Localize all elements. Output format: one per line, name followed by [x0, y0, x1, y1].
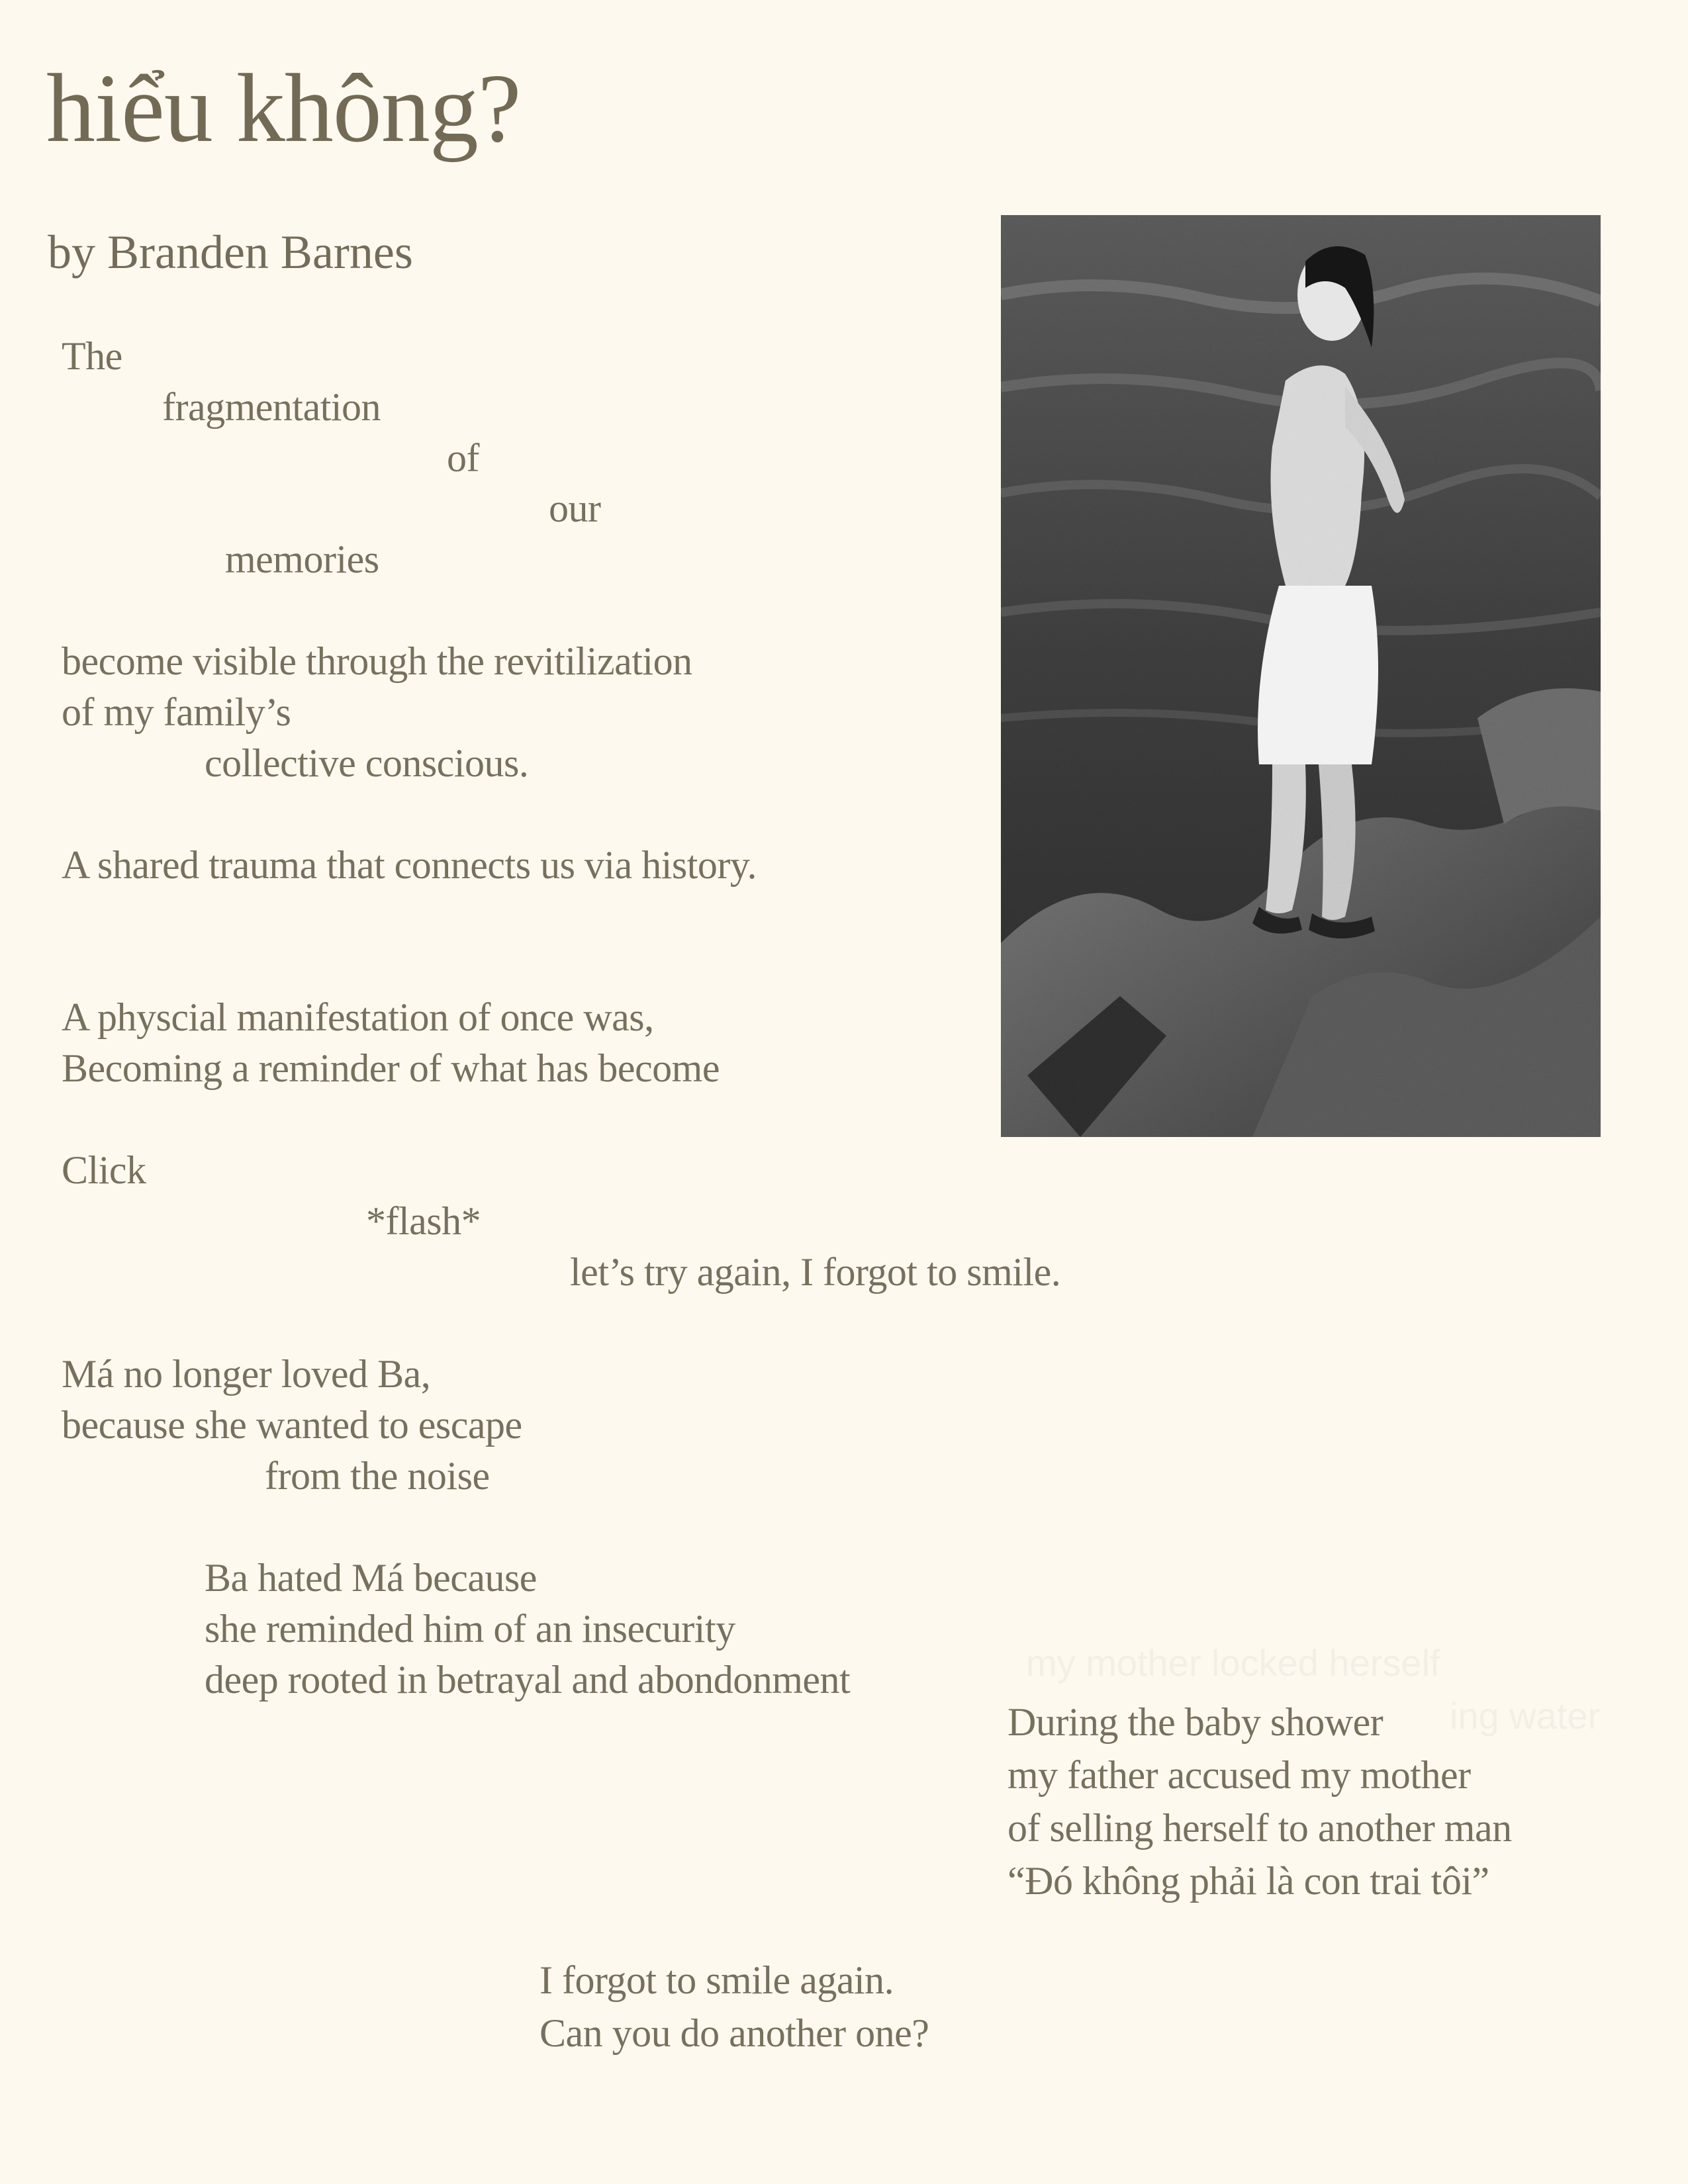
poem-line: of my family’s	[62, 690, 291, 734]
poem-line: The	[62, 334, 122, 378]
poem-line: Ba hated Má because	[205, 1556, 537, 1600]
poem-line: become visible through the revitilization	[62, 639, 692, 683]
poem-line: my father accused my mother	[1008, 1753, 1471, 1797]
poem-line: because she wanted to escape	[62, 1403, 522, 1447]
poem-line: *flash*	[366, 1199, 481, 1243]
poem-line: Becoming a reminder of what has become	[62, 1046, 720, 1090]
poem-line: of	[447, 436, 479, 480]
grainy-photograph	[1001, 215, 1601, 1137]
photo-image	[1001, 215, 1601, 1137]
poem-line: our	[549, 486, 601, 530]
poem-line: Click	[62, 1148, 146, 1192]
poem-title: hiểu không?	[46, 54, 521, 163]
poem-line: memories	[225, 537, 379, 581]
poem-line: let’s try again, I forgot to smile.	[570, 1250, 1061, 1294]
poem-line: Má no longer loved Ba,	[62, 1352, 431, 1396]
poem-line: deep rooted in betrayal and abondonment	[205, 1658, 851, 1702]
faded-text: ing water	[1450, 1695, 1601, 1737]
poem-line: from the noise	[265, 1454, 490, 1498]
poem-line: collective conscious.	[205, 741, 529, 785]
poem-line: she reminded him of an insecurity	[205, 1607, 735, 1651]
poem-line: A physcial manifestation of once was,	[62, 995, 654, 1039]
poem-line: I forgot to smile again.	[539, 1958, 894, 2002]
poem-line: A shared trauma that connects us via history.	[62, 843, 757, 887]
poem-line: During the baby shower	[1008, 1700, 1383, 1744]
poem-line: of selling herself to another man	[1008, 1806, 1512, 1850]
faded-text: my mother locked herself	[1026, 1642, 1440, 1684]
poem-line: “Đó không phải là con trai tôi”	[1008, 1859, 1489, 1903]
author-byline: by Branden Barnes	[48, 226, 413, 279]
poem-line: fragmentation	[162, 385, 381, 429]
poem-line: Can you do another one?	[539, 2011, 929, 2055]
